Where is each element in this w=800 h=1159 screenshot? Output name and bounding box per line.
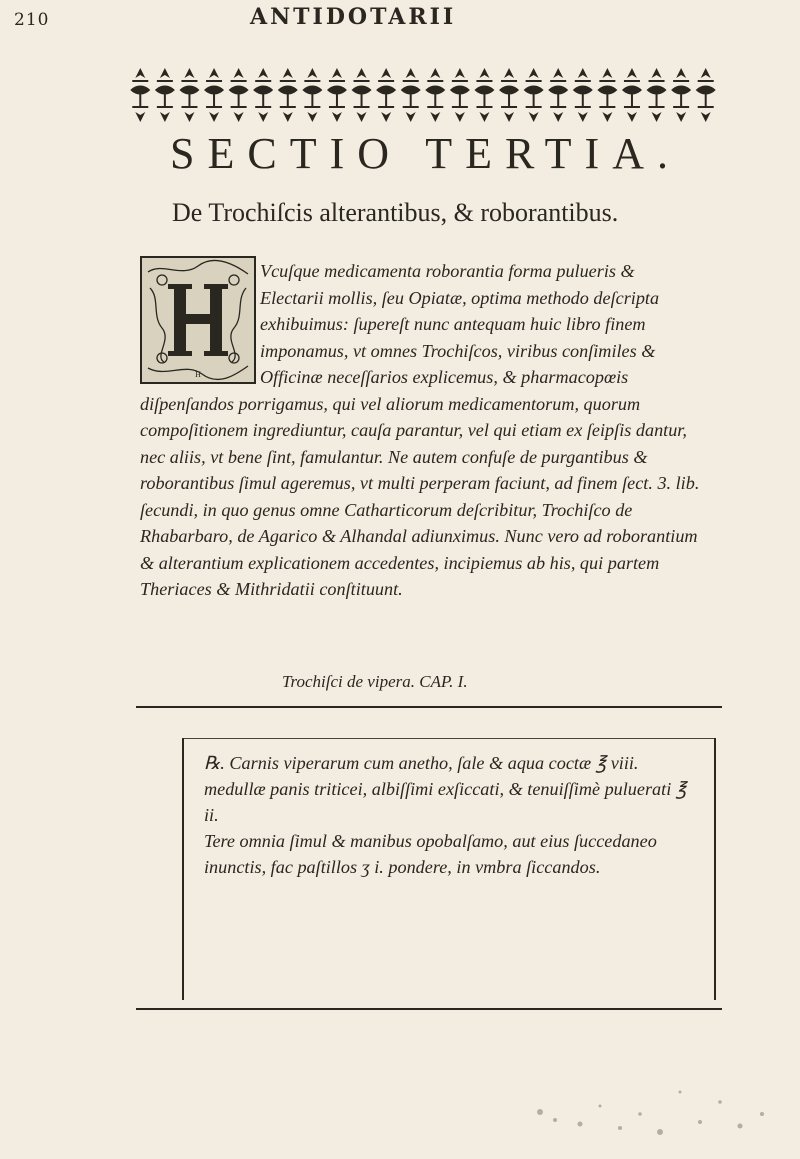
fleuron [155, 68, 175, 122]
fleuron [597, 68, 617, 122]
fleuron [229, 68, 249, 122]
fleuron [671, 68, 691, 122]
fleuron [622, 68, 642, 122]
opening-paragraph [140, 258, 700, 603]
fleuron [647, 68, 667, 122]
fleuron [278, 68, 298, 122]
fleuron [253, 68, 273, 122]
running-head [0, 4, 800, 36]
section-heading: SECTIO TERTIA. [170, 129, 681, 178]
fleuron [327, 68, 347, 122]
rule-top [136, 706, 722, 708]
paper-stain [500, 1062, 790, 1152]
running-title: ANTIDOTARII [250, 4, 457, 30]
fleuron [573, 68, 593, 122]
fleuron [474, 68, 494, 122]
fleuron [352, 68, 372, 122]
fleuron [179, 68, 199, 122]
section-subtitle: De Trochiſcis alterantibus, & roborantibus. [172, 198, 619, 227]
fleuron [130, 68, 150, 122]
fleuron [376, 68, 396, 122]
recipe-box [182, 738, 716, 1000]
fleuron [548, 68, 568, 122]
fleuron [302, 68, 322, 122]
fleuron [499, 68, 519, 122]
svg-text:H: H [195, 370, 201, 379]
fleuron [524, 68, 544, 122]
fleuron-ornament-band [128, 64, 718, 126]
paragraph-text: Vcuſque medicamenta roborantia forma pulueris & Electarii mollis, ſeu Opiatæ, optima methodo deſcripta exhibuimus: ſupereſt nunc antequam huic libro finem imponamus, vt omnes Trochiſcos, viribus conſimiles & Officinæ neceſſarios explicemus, & pharmacopœis diſpenſandos porrigamus, qui vel aliorum medicamentorum, quorum compoſitionem ingrediuntur, cauſa parantur, vel qui etiam ex ſeipſis dantur, nec aliis, vt bene ſint, famulantur. Ne autem confuſe de purgantibus & roborantibus ſimul ageremus, vt multi perperam faciunt, ad finem ſect. 3. lib. ſecundi, in quo genus omne Catharticorum deſcribitur, Trochiſco de Rhabarbaro, de Agarico & Alhandal adiunximus. Nunc vero ad roborantium & alterantium explicationem accedentes, incipiemus ab his, qui partem Theriaces & Mithridatii conſtituunt. [140, 261, 700, 599]
fleuron [425, 68, 445, 122]
page-number: 210 [14, 10, 50, 30]
fleuron [696, 68, 716, 122]
recipe-line-2: medullæ panis triticei, albiſſimi exſiccati, & tenuiſſimè puluerati ℥ ii. [204, 779, 687, 825]
fleuron [204, 68, 224, 122]
recipe-line-3: Tere omnia ſimul & manibus opobalſamo, aut eius ſuccedaneo inunctis, fac paſtillos ʒ i. pondere, in vmbra ſiccandos. [204, 831, 657, 877]
recipe-text [204, 750, 694, 880]
recipe-line-1: ℞. Carnis viperarum cum anetho, ſale & aqua coctæ ℥ viii. [204, 753, 639, 773]
chapter-caption: Trochiſci de vipera. CAP. I. [282, 672, 468, 691]
rule-bottom [136, 1008, 722, 1010]
fleuron [450, 68, 470, 122]
fleuron [401, 68, 421, 122]
